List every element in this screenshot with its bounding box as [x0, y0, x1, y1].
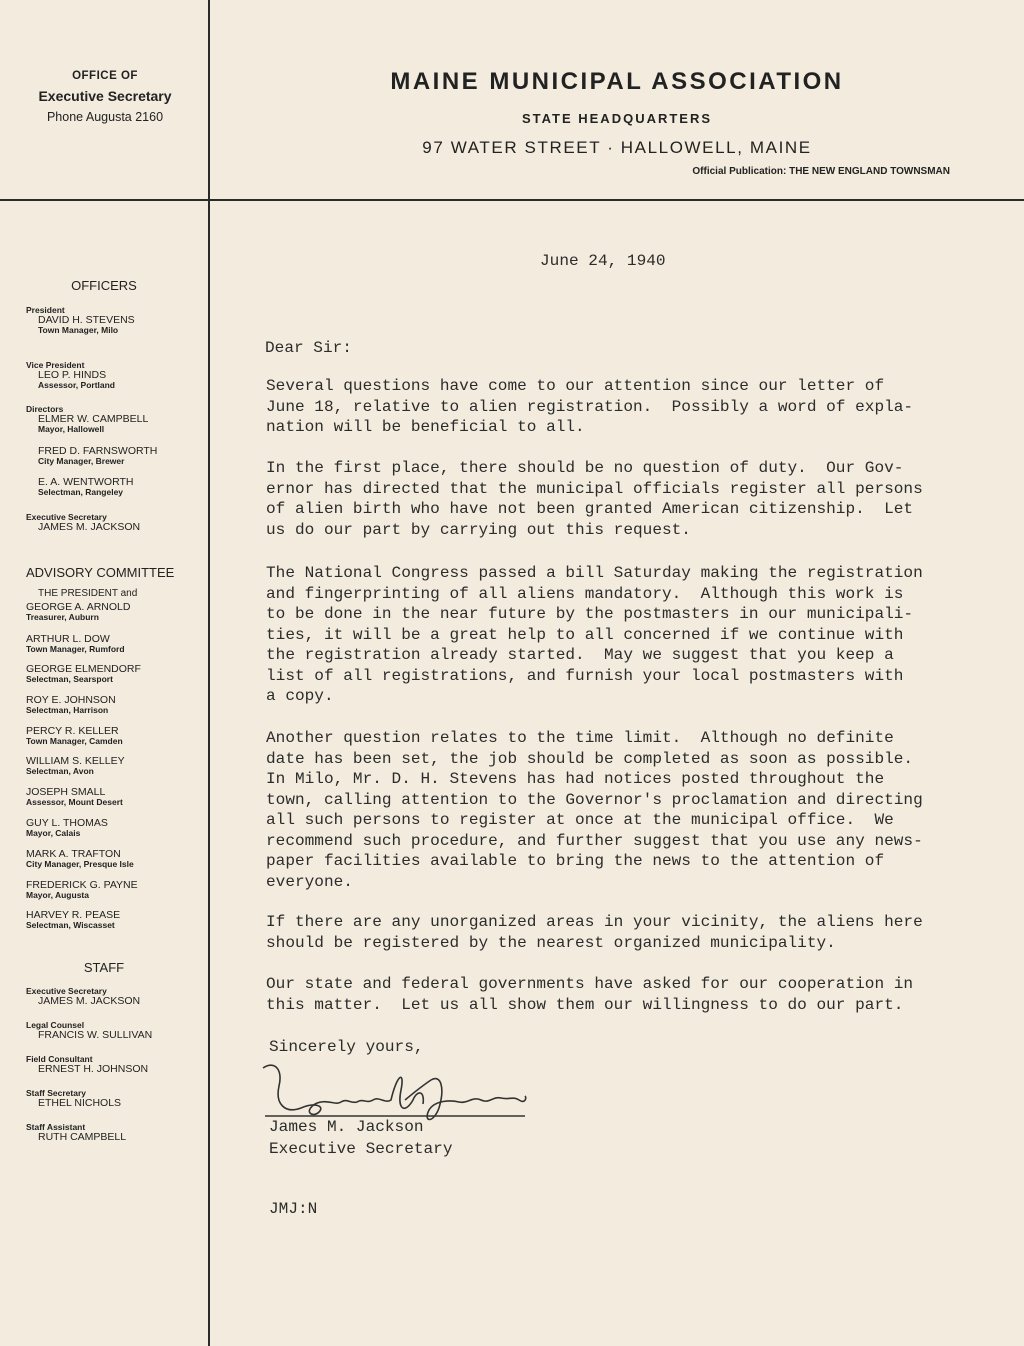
- signer-name: James M. Jackson: [269, 1118, 424, 1136]
- officer-entry: [26, 404, 148, 434]
- text-line: a copy.: [266, 687, 334, 705]
- advisory-title: Selectman, Wiscasset: [26, 920, 115, 930]
- text-line: June 18, relative to alien registration. Possibly a word of expla-: [266, 397, 914, 416]
- advisory-entry: [26, 726, 123, 746]
- advisory-intro: [26, 588, 137, 599]
- text-line: us do our part by carrying out this request.: [266, 520, 691, 539]
- staff-role: Staff Secretary: [26, 1088, 87, 1098]
- signer-title: Executive Secretary: [269, 1140, 453, 1158]
- office-block: [0, 70, 210, 124]
- paragraph: [266, 974, 966, 1015]
- text-line: should be registered by the nearest organized municipality.: [266, 933, 836, 952]
- official-publication: Official Publication: THE NEW ENGLAND TOWNSMAN: [692, 166, 950, 177]
- staff-role: Legal Counsel: [26, 1020, 85, 1030]
- officer-name: DAVID H. STEVENS: [38, 314, 135, 326]
- advisory-title: Mayor, Calais: [26, 828, 81, 838]
- advisory-title: City Manager, Presque Isle: [26, 859, 134, 869]
- advisory-entry: [26, 602, 130, 622]
- advisory-title: Assessor, Mount Desert: [26, 797, 123, 807]
- text-line: If there are any unorganized areas in your vicinity, the aliens here: [266, 913, 923, 931]
- text-line: ties, it will be a great help to all concerned if we continue with: [266, 625, 904, 644]
- advisory-title: Treasurer, Auburn: [26, 612, 99, 622]
- paragraph: [266, 458, 966, 540]
- text-line: Several questions have come to our attention since our letter of: [266, 377, 885, 395]
- text-line: and fingerprinting of all aliens mandatory. Although this work is: [266, 584, 904, 603]
- advisory-name: ARTHUR L. DOW: [26, 633, 110, 645]
- officer-role: President: [26, 305, 65, 315]
- officer-name: LEO P. HINDS: [38, 369, 107, 381]
- officer-title: City Manager, Brewer: [38, 456, 125, 466]
- vertical-divider: [208, 0, 210, 1346]
- officer-title: Assessor, Portland: [38, 380, 116, 390]
- advisory-title: Town Manager, Camden: [26, 736, 123, 746]
- advisory-entry: [26, 664, 141, 684]
- office-phone: Phone Augusta 2160: [46, 110, 164, 124]
- officer-role: Vice President: [26, 360, 85, 370]
- advisory-entry: [26, 756, 125, 776]
- office-of: OFFICE OF: [72, 70, 138, 82]
- advisory-name: PERCY R. KELLER: [26, 725, 119, 737]
- paragraph: [266, 376, 966, 438]
- paragraph: [266, 912, 966, 953]
- advisory-title: Selectman, Searsport: [26, 674, 113, 684]
- officer-entry: [26, 477, 133, 497]
- staff-entry: [26, 986, 140, 1007]
- staff-name: JAMES M. JACKSON: [38, 995, 141, 1007]
- staff-entry: [26, 1088, 121, 1109]
- text-line: The National Congress passed a bill Saturday making the registration: [266, 564, 923, 582]
- officer-name: E. A. WENTWORTH: [38, 476, 134, 488]
- officer-title: Mayor, Hallowell: [38, 424, 105, 434]
- officer-name: ELMER W. CAMPBELL: [38, 413, 149, 425]
- advisory-entry: [26, 634, 125, 654]
- advisory-name: ROY E. JOHNSON: [26, 694, 116, 706]
- advisory-heading: ADVISORY COMMITTEE: [26, 565, 175, 580]
- advisory-intro-text: THE PRESIDENT and: [38, 588, 138, 599]
- staff-name: RUTH CAMPBELL: [38, 1131, 127, 1143]
- advisory-title: Selectman, Avon: [26, 766, 94, 776]
- text-line: list of all registrations, and furnish your local postmasters with: [266, 666, 904, 685]
- headquarters-label: STATE HEADQUARTERS: [521, 111, 713, 126]
- advisory-name: GUY L. THOMAS: [26, 817, 108, 829]
- association-address: 97 WATER STREET · HALLOWELL, MAINE: [422, 138, 812, 157]
- staff-role: Executive Secretary: [26, 986, 107, 996]
- association-name: MAINE MUNICIPAL ASSOCIATION: [390, 68, 844, 95]
- horizontal-divider: [0, 199, 1024, 201]
- advisory-title: Town Manager, Rumford: [26, 644, 125, 654]
- officer-entry: [26, 446, 157, 466]
- closing: Sincerely yours,: [269, 1038, 424, 1056]
- officer-entry: [26, 512, 140, 533]
- staff-entry: [26, 1020, 152, 1041]
- text-line: everyone.: [266, 872, 353, 891]
- text-line: recommend such procedure, and further suggest that you use any news-: [266, 831, 923, 850]
- staff-entry: [26, 1054, 148, 1075]
- advisory-name: MARK A. TRAFTON: [26, 848, 121, 860]
- advisory-name: HARVEY R. PEASE: [26, 909, 121, 921]
- officer-name: FRED D. FARNSWORTH: [38, 445, 158, 457]
- advisory-entry: [26, 910, 120, 930]
- officer-entry: [26, 360, 115, 390]
- advisory-entry: [26, 880, 138, 900]
- paragraph: [266, 728, 966, 892]
- staff-heading: STAFF: [83, 960, 125, 975]
- text-line: paper facilities available to bring the news to the attention of: [266, 852, 885, 870]
- advisory-entry: [26, 695, 116, 715]
- officer-title: Town Manager, Milo: [38, 325, 119, 335]
- reference-initials: JMJ:N: [269, 1200, 318, 1218]
- text-line: In the first place, there should be no question of duty. Our Gov-: [266, 459, 904, 477]
- staff-role: Staff Assistant: [26, 1122, 86, 1132]
- advisory-name: FREDERICK G. PAYNE: [26, 879, 138, 891]
- text-line: this matter. Let us all show them our willingness to do our part.: [266, 995, 904, 1014]
- advisory-title: Mayor, Augusta: [26, 890, 89, 900]
- text-line: In Milo, Mr. D. H. Stevens has had notices posted throughout the: [266, 770, 885, 788]
- advisory-name: JOSEPH SMALL: [26, 786, 106, 798]
- text-line: town, calling attention to the Governor's proclamation and directing: [266, 790, 923, 809]
- staff-name: ERNEST H. JOHNSON: [38, 1063, 149, 1075]
- officer-title: Selectman, Rangeley: [38, 487, 124, 497]
- advisory-name: GEORGE A. ARNOLD: [26, 601, 131, 613]
- officers-heading: OFFICERS: [71, 278, 137, 293]
- letter-date: June 24, 1940: [540, 252, 666, 270]
- salutation: Dear Sir:: [265, 339, 352, 357]
- staff-entry: [26, 1122, 126, 1143]
- officer-role: Executive Secretary: [26, 512, 107, 522]
- text-line: Another question relates to the time limit. Although no definite: [266, 729, 894, 747]
- text-line: to be done in the near future by the postmasters in our municipali-: [266, 605, 914, 623]
- officer-name: JAMES M. JACKSON: [38, 521, 141, 533]
- officer-role: Directors: [26, 404, 64, 414]
- text-line: of alien birth who have not been granted American citizenship. Let: [266, 500, 914, 518]
- text-line: date has been set, the job should be completed as soon as possible.: [266, 749, 914, 768]
- office-title: Executive Secretary: [38, 88, 172, 104]
- text-line: ernor has directed that the municipal officials register all persons: [266, 479, 923, 498]
- staff-name: ETHEL NICHOLS: [38, 1097, 122, 1109]
- text-line: all such persons to register at once at the municipal office. We: [266, 811, 894, 829]
- staff-name: FRANCIS W. SULLIVAN: [38, 1029, 153, 1041]
- advisory-title: Selectman, Harrison: [26, 705, 109, 715]
- advisory-entry: [26, 787, 123, 807]
- text-line: the registration already started. May we suggest that you keep a: [266, 646, 894, 664]
- text-line: nation will be beneficial to all.: [266, 418, 585, 436]
- staff-role: Field Consultant: [26, 1054, 93, 1064]
- text-line: Our state and federal governments have asked for our cooperation in: [266, 975, 914, 993]
- advisory-entry: [26, 818, 108, 838]
- advisory-name: GEORGE ELMENDORF: [26, 663, 141, 675]
- advisory-name: WILLIAM S. KELLEY: [26, 755, 125, 767]
- officer-entry: [26, 305, 135, 335]
- advisory-entry: [26, 849, 134, 869]
- paragraph: [266, 563, 966, 707]
